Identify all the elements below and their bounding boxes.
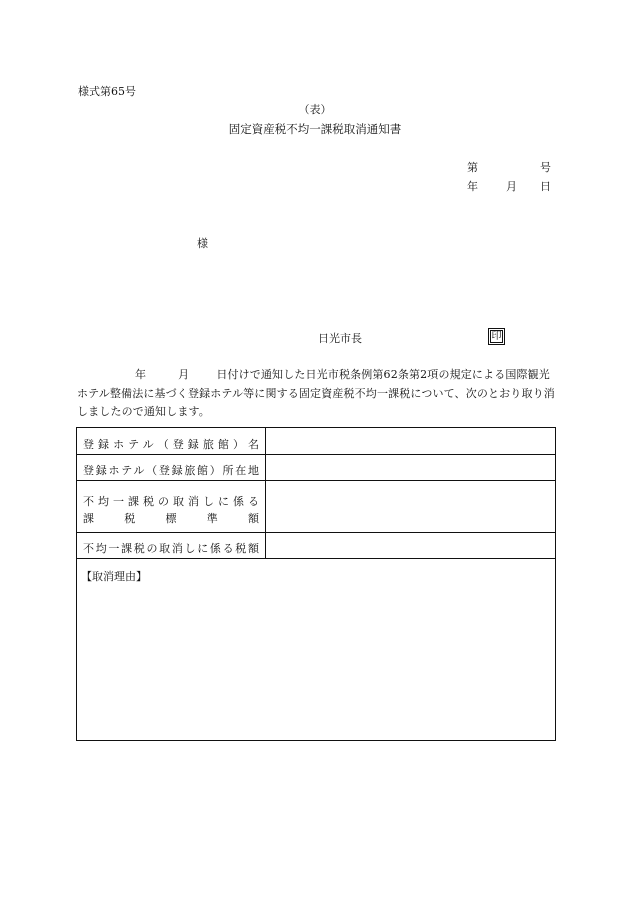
hotel-location-label <box>77 455 266 480</box>
table-row-hotel-location <box>77 455 555 481</box>
tax-amount-label <box>77 533 266 558</box>
tax-amount-label-text: 不均一課税の取消しに係る税額 <box>83 542 259 555</box>
tax-base-label-line1: 不均一課税の取消しに係る <box>83 495 259 508</box>
form-number: 様式第65号 <box>78 85 136 98</box>
seal-mark <box>488 328 505 345</box>
date-year-label: 年 <box>467 180 478 193</box>
reference-number-suffix: 号 <box>540 161 551 174</box>
notice-table <box>76 427 556 741</box>
seal-text: 印 <box>491 330 502 342</box>
hotel-name-label <box>77 428 266 454</box>
tax-amount-value <box>266 533 555 558</box>
hotel-location-label-text: 登録ホテル（登録旅館）所在地 <box>83 464 259 477</box>
hotel-name-label-text: 登録ホテル（登録旅館）名 <box>83 438 259 451</box>
body-year: 年 <box>135 368 147 381</box>
issuer-name: 日光市長 <box>318 332 362 345</box>
reference-number-prefix: 第 <box>467 161 478 174</box>
cancellation-reason-label: 【取消理由】 <box>81 570 147 583</box>
tax-base-label-line2: 課税標準額 <box>83 512 259 525</box>
side-label: （表） <box>298 103 332 116</box>
date-month-label: 月 <box>506 180 517 193</box>
hotel-location-value <box>266 455 555 480</box>
body-month: 月 <box>178 368 190 381</box>
tax-base-value <box>266 481 555 532</box>
date-day-label: 日 <box>540 180 551 193</box>
document-title: 固定資産税不均一課税取消通知書 <box>228 122 402 136</box>
table-row-hotel-name <box>77 428 555 455</box>
hotel-name-value <box>266 428 555 454</box>
tax-base-label <box>77 481 266 532</box>
body-paragraph <box>77 366 555 422</box>
table-row-tax-base <box>77 481 555 533</box>
table-row-tax-amount <box>77 533 555 559</box>
addressee-honorific: 様 <box>197 237 208 250</box>
body-text: 日付けで通知した日光市税条例第62条第2項の規定による国際観光ホテル整備法に基づく登録ホテル等に関する固定資産税不均一課税について、次のとおり取り消しましたので通知します。 <box>77 368 555 418</box>
